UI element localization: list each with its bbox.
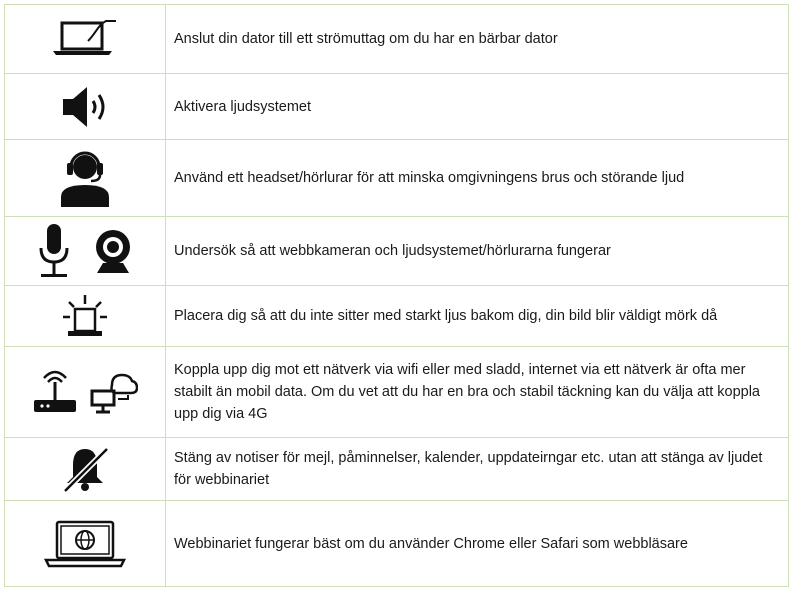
headset-person-icon <box>57 147 113 209</box>
icon-cell <box>5 347 166 438</box>
table-row <box>5 74 789 140</box>
icon-cell <box>5 286 166 347</box>
icon-cell <box>5 5 166 74</box>
router-icon <box>32 370 78 414</box>
row-text: Använd ett headset/hörlurar för att minska omgivningens brus och störande ljud <box>166 140 789 217</box>
muted-bell-icon <box>61 445 109 493</box>
row-text: Placera dig så att du inte sitter med starkt ljus bakom dig, din bild blir väldigt mörk då <box>166 286 789 347</box>
icon-cell <box>5 217 166 286</box>
table-row <box>5 217 789 286</box>
row-text: Aktivera ljudsystemet <box>166 74 789 140</box>
row-text: Anslut din dator till ett strömuttag om du har en bärbar dator <box>166 5 789 74</box>
table-row <box>5 286 789 347</box>
icon-cell <box>5 438 166 501</box>
icon-cell <box>5 74 166 140</box>
row-text: Stäng av notiser för mejl, påminnelser, kalender, uppdateirngar etc. utan att stänga av ljudet för webbinariet <box>166 438 789 501</box>
table-row <box>5 347 789 438</box>
icon-cell <box>5 501 166 587</box>
checklist-table <box>4 4 789 587</box>
webcam-icon <box>93 227 133 275</box>
table-row <box>5 438 789 501</box>
alarm-light-icon <box>60 293 110 339</box>
speaker-icon <box>59 83 111 131</box>
laptop-charging-icon <box>50 17 120 61</box>
table-row <box>5 501 789 587</box>
laptop-globe-icon <box>43 518 127 570</box>
row-text: Webbinariet fungerar bäst om du använder Chrome eller Safari som webbläsare <box>166 501 789 587</box>
cloud-network-icon <box>90 369 138 415</box>
icon-cell <box>5 140 166 217</box>
row-text: Koppla upp dig mot ett nätverk via wifi eller med sladd, internet via ett nätverk är ofta mer stabilt än mobil data. Om du vet att du har en bra och stabil täckning kan du välja att koppla upp dig via 4G <box>166 347 789 438</box>
table-row <box>5 140 789 217</box>
row-text: Undersök så att webbkameran och ljudsystemet/hörlurarna fungerar <box>166 217 789 286</box>
table-row <box>5 5 789 74</box>
microphone-icon <box>37 222 71 280</box>
